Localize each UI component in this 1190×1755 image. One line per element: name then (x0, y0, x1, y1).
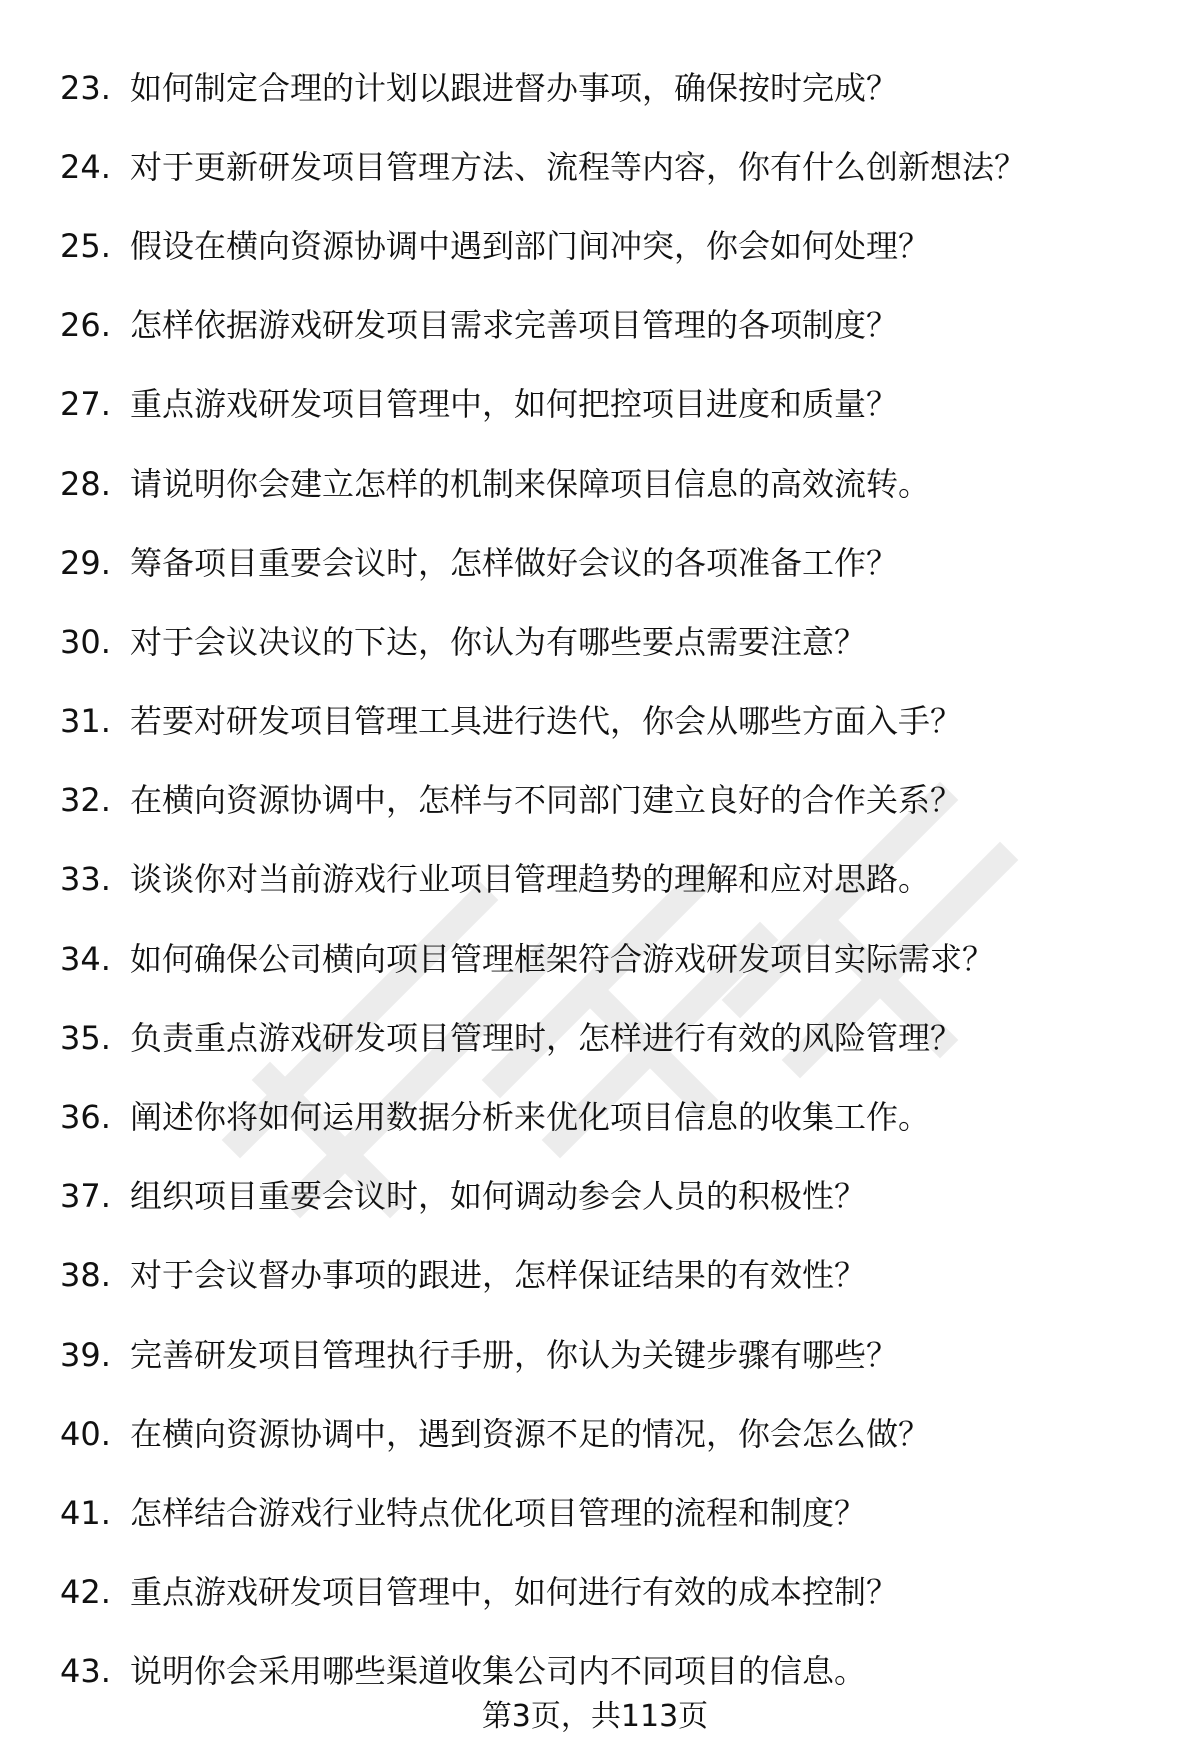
question-number: 24. (60, 147, 111, 186)
question-item (60, 206, 1170, 285)
question-text: 对于会议督办事项的跟进，怎样保证结果的有效性？ (130, 1256, 867, 1295)
question-number: 30. (60, 622, 111, 661)
question-text: 负责重点游戏研发项目管理时，怎样进行有效的风险管理？ (130, 1018, 963, 1057)
question-text: 重点游戏研发项目管理中，如何进行有效的成本控制？ (130, 1573, 899, 1612)
question-number: 31. (60, 702, 111, 741)
question-item (60, 1394, 1170, 1473)
question-number: 26. (60, 306, 111, 345)
question-number: 38. (60, 1256, 111, 1295)
question-item (60, 1157, 1170, 1236)
question-item (60, 1473, 1170, 1552)
question-item (60, 919, 1170, 998)
question-text: 对于更新研发项目管理方法、流程等内容，你有什么创新想法？ (130, 147, 1027, 186)
question-text: 重点游戏研发项目管理中，如何把控项目进度和质量？ (130, 385, 899, 424)
question-item (60, 998, 1170, 1077)
question-number: 37. (60, 1177, 111, 1216)
question-text: 假设在横向资源协调中遇到部门间冲突，你会如何处理？ (130, 226, 931, 265)
question-item (60, 48, 1170, 127)
question-item (60, 127, 1170, 206)
question-text: 如何制定合理的计划以跟进督办事项，确保按时完成？ (130, 68, 899, 107)
page-footer: 第3页，共113页 (481, 1699, 709, 1734)
question-number: 32. (60, 781, 111, 820)
question-text: 完善研发项目管理执行手册，你认为关键步骤有哪些？ (130, 1335, 899, 1374)
question-item (60, 682, 1170, 761)
question-item (60, 1315, 1170, 1394)
question-item (60, 1553, 1170, 1632)
question-text: 如何确保公司横向项目管理框架符合游戏研发项目实际需求？ (130, 939, 995, 978)
question-text: 谈谈你对当前游戏行业项目管理趋势的理解和应对思路。 (130, 860, 931, 899)
question-text: 说明你会采用哪些渠道收集公司内不同项目的信息。 (130, 1652, 867, 1691)
question-item (60, 444, 1170, 523)
question-number: 27. (60, 385, 111, 424)
question-item (60, 1236, 1170, 1315)
question-number: 43. (60, 1652, 111, 1691)
question-item (60, 286, 1170, 365)
question-number: 39. (60, 1335, 111, 1374)
question-text: 在横向资源协调中，遇到资源不足的情况，你会怎么做？ (130, 1414, 931, 1453)
question-number: 33. (60, 860, 111, 899)
question-number: 25. (60, 226, 111, 265)
question-number: 28. (60, 464, 111, 503)
question-item (60, 840, 1170, 919)
question-text: 组织项目重要会议时，如何调动参会人员的积极性？ (130, 1177, 867, 1216)
question-item (60, 523, 1170, 602)
question-number: 40. (60, 1414, 111, 1453)
question-list (60, 48, 1170, 1711)
question-text: 请说明你会建立怎样的机制来保障项目信息的高效流转。 (130, 464, 931, 503)
question-number: 29. (60, 543, 111, 582)
question-item (60, 602, 1170, 681)
question-item (60, 761, 1170, 840)
question-text: 在横向资源协调中，怎样与不同部门建立良好的合作关系？ (130, 781, 963, 820)
question-text: 阐述你将如何运用数据分析来优化项目信息的收集工作。 (130, 1098, 931, 1137)
question-text: 筹备项目重要会议时，怎样做好会议的各项准备工作？ (130, 543, 899, 582)
question-number: 23. (60, 68, 111, 107)
question-text: 怎样依据游戏研发项目需求完善项目管理的各项制度？ (130, 306, 899, 345)
question-text: 对于会议决议的下达，你认为有哪些要点需要注意？ (130, 622, 867, 661)
question-number: 34. (60, 939, 111, 978)
question-number: 35. (60, 1018, 111, 1057)
question-number: 42. (60, 1573, 111, 1612)
question-number: 36. (60, 1098, 111, 1137)
question-item (60, 365, 1170, 444)
question-text: 若要对研发项目管理工具进行迭代，你会从哪些方面入手？ (130, 702, 963, 741)
question-text: 怎样结合游戏行业特点优化项目管理的流程和制度？ (130, 1493, 867, 1532)
question-item (60, 1077, 1170, 1156)
question-number: 41. (60, 1493, 111, 1532)
